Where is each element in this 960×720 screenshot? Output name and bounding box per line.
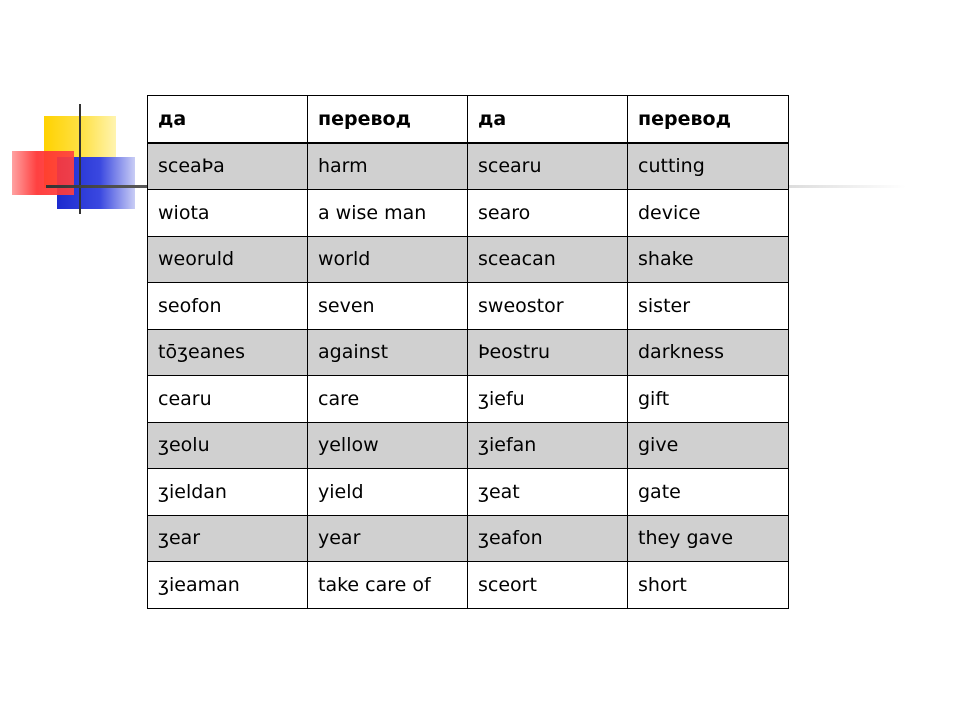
table-cell: yield bbox=[308, 469, 468, 516]
table-cell: shake bbox=[628, 236, 789, 283]
table-cell: cutting bbox=[628, 143, 789, 190]
table-cell: tōʒeanes bbox=[148, 329, 308, 376]
ornament-red-square bbox=[12, 151, 74, 195]
table-cell: cearu bbox=[148, 376, 308, 423]
vocabulary-table bbox=[147, 95, 789, 609]
table-cell: ʒeolu bbox=[148, 422, 308, 469]
ornament-vertical-line bbox=[79, 104, 81, 214]
table-cell: seven bbox=[308, 283, 468, 330]
table-row bbox=[148, 143, 789, 190]
table-cell: weoruld bbox=[148, 236, 308, 283]
table-cell: darkness bbox=[628, 329, 789, 376]
table-row bbox=[148, 236, 789, 283]
table-cell: wiota bbox=[148, 190, 308, 237]
table-cell: ʒieaman bbox=[148, 562, 308, 609]
table-cell: world bbox=[308, 236, 468, 283]
table-cell: ʒiefu bbox=[468, 376, 628, 423]
table-cell: ʒear bbox=[148, 515, 308, 562]
table-cell: gate bbox=[628, 469, 789, 516]
table-cell: ʒiefan bbox=[468, 422, 628, 469]
table-cell: device bbox=[628, 190, 789, 237]
table-cell: gift bbox=[628, 376, 789, 423]
header-translation-2: перевод bbox=[628, 96, 789, 143]
table-cell: sceort bbox=[468, 562, 628, 609]
table-row bbox=[148, 469, 789, 516]
table-row bbox=[148, 190, 789, 237]
table-cell: sister bbox=[628, 283, 789, 330]
table-cell: a wise man bbox=[308, 190, 468, 237]
table-cell: sweostor bbox=[468, 283, 628, 330]
table-row bbox=[148, 562, 789, 609]
table-row bbox=[148, 376, 789, 423]
header-word-1: да bbox=[148, 96, 308, 143]
table-row bbox=[148, 283, 789, 330]
table-cell: against bbox=[308, 329, 468, 376]
table-cell: short bbox=[628, 562, 789, 609]
table-cell: scearu bbox=[468, 143, 628, 190]
table-row bbox=[148, 515, 789, 562]
table-row bbox=[148, 329, 789, 376]
table-cell: yellow bbox=[308, 422, 468, 469]
table-cell: year bbox=[308, 515, 468, 562]
table-cell: they gave bbox=[628, 515, 789, 562]
table-cell: care bbox=[308, 376, 468, 423]
header-word-2: да bbox=[468, 96, 628, 143]
header-translation-1: перевод bbox=[308, 96, 468, 143]
table-cell: searo bbox=[468, 190, 628, 237]
table-cell: seofon bbox=[148, 283, 308, 330]
table-cell: Þeostru bbox=[468, 329, 628, 376]
table-cell: ʒeat bbox=[468, 469, 628, 516]
table-cell: harm bbox=[308, 143, 468, 190]
table-cell: ʒeafon bbox=[468, 515, 628, 562]
table-cell: sceacan bbox=[468, 236, 628, 283]
table-header-row bbox=[148, 96, 789, 143]
table-cell: ʒieldan bbox=[148, 469, 308, 516]
table-row bbox=[148, 422, 789, 469]
table-cell: take care of bbox=[308, 562, 468, 609]
table-cell: sceaÞa bbox=[148, 143, 308, 190]
table-cell: give bbox=[628, 422, 789, 469]
